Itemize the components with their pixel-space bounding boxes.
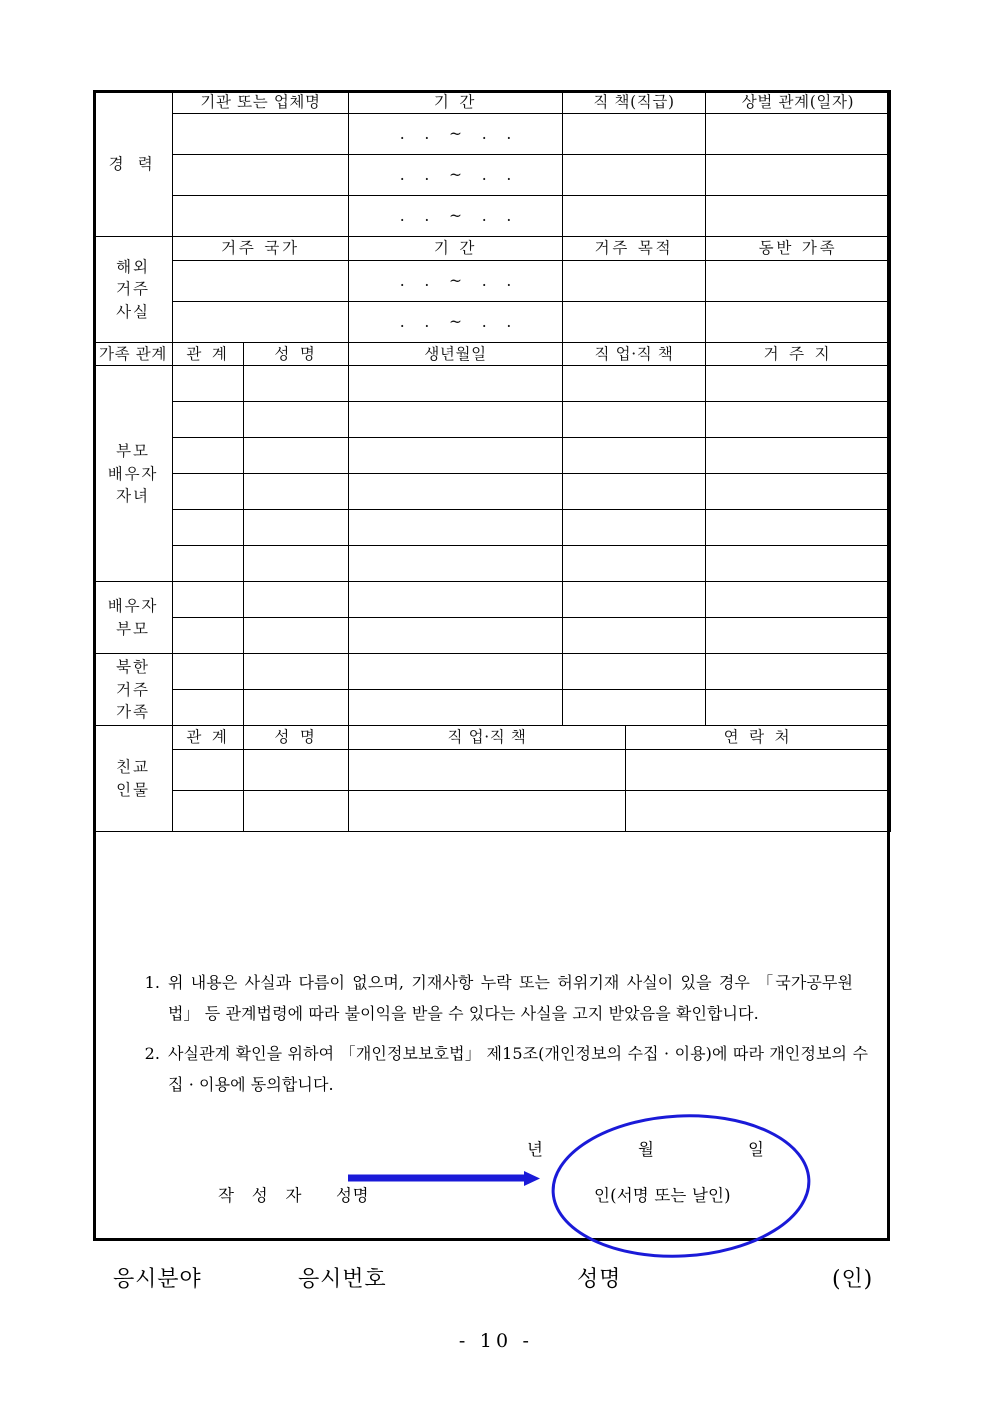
family-birthdate-cell[interactable] bbox=[349, 438, 563, 474]
acquaintance-contact-cell[interactable] bbox=[626, 749, 891, 790]
career-header-award: 상벌 관계(일자) bbox=[706, 91, 891, 114]
family-header-birthdate: 생년월일 bbox=[349, 342, 563, 365]
family-occupation-cell[interactable] bbox=[563, 582, 706, 618]
overseas-side-label: 해외 거주 사실 bbox=[94, 237, 173, 342]
family-group-label-0: 부모 배우자 자녀 bbox=[94, 366, 173, 582]
family-group-label-1: 배우자 부모 bbox=[94, 582, 173, 654]
family-relation-cell[interactable] bbox=[173, 402, 244, 438]
family-birthdate-cell[interactable] bbox=[349, 582, 563, 618]
career-header-org: 기관 또는 업체명 bbox=[173, 91, 349, 114]
family-occupation-cell[interactable] bbox=[563, 654, 706, 690]
family-birthdate-cell[interactable] bbox=[349, 366, 563, 402]
family-row bbox=[94, 402, 891, 438]
declaration-item-1-text: 위 내용은 사실과 다름이 없으며, 기재사항 누락 또는 허위기재 사실이 있을 경우 「국가공무원법」 등 관계법령에 따라 불이익을 받을 수 있다는 사실을 고지 받았음을 확인합니다. bbox=[168, 973, 853, 1024]
overseas-header-purpose: 거주 목적 bbox=[563, 237, 706, 260]
overseas-row bbox=[94, 301, 891, 342]
family-occupation-cell[interactable] bbox=[563, 366, 706, 402]
career-award-cell[interactable] bbox=[706, 155, 891, 196]
family-occupation-cell[interactable] bbox=[563, 438, 706, 474]
blue-ellipse-icon bbox=[548, 1112, 818, 1262]
family-residence-cell[interactable] bbox=[706, 402, 891, 438]
family-birthdate-cell[interactable] bbox=[349, 474, 563, 510]
footer-name-label: 성명 bbox=[577, 1267, 622, 1292]
acquaintance-row bbox=[94, 749, 891, 790]
family-residence-cell[interactable] bbox=[706, 438, 891, 474]
family-birthdate-cell[interactable] bbox=[349, 618, 563, 654]
overseas-header-country: 거주 국가 bbox=[173, 237, 349, 260]
signature-name-label: 성명 bbox=[336, 1186, 370, 1205]
family-group-label-2: 북한 거주 가족 bbox=[94, 654, 173, 726]
family-row bbox=[94, 690, 891, 726]
footer-seal-label: (인) bbox=[832, 1267, 874, 1292]
family-birthdate-cell[interactable] bbox=[349, 690, 563, 726]
family-header-relation: 관 계 bbox=[173, 342, 244, 365]
declaration-item-2 bbox=[138, 1038, 868, 1100]
family-birthdate-cell[interactable] bbox=[349, 546, 563, 582]
career-period-cell[interactable]: . . ~ . . bbox=[349, 196, 563, 237]
family-occupation-cell[interactable] bbox=[563, 510, 706, 546]
career-org-cell[interactable] bbox=[173, 114, 349, 155]
family-relation-cell[interactable] bbox=[173, 510, 244, 546]
acquaintance-occupation-cell[interactable] bbox=[349, 790, 626, 831]
family-relation-cell[interactable] bbox=[173, 690, 244, 726]
family-row bbox=[94, 546, 891, 582]
acquaintance-header-contact: 연 락 처 bbox=[626, 726, 891, 749]
career-row bbox=[94, 196, 891, 237]
career-side-label: 경 력 bbox=[94, 91, 173, 237]
family-row bbox=[94, 366, 891, 402]
family-name-cell[interactable] bbox=[244, 690, 349, 726]
family-residence-cell[interactable] bbox=[706, 474, 891, 510]
overseas-purpose-cell[interactable] bbox=[563, 260, 706, 301]
career-award-cell[interactable] bbox=[706, 114, 891, 155]
family-relation-cell[interactable] bbox=[173, 366, 244, 402]
overseas-purpose-cell[interactable] bbox=[563, 301, 706, 342]
family-residence-cell[interactable] bbox=[706, 618, 891, 654]
career-header-period: 기 간 bbox=[349, 91, 563, 114]
acquaintance-contact-cell[interactable] bbox=[626, 790, 891, 831]
overseas-header-family: 동반 가족 bbox=[706, 237, 891, 260]
overseas-header-row bbox=[94, 237, 891, 260]
family-occupation-cell[interactable] bbox=[563, 690, 706, 726]
signature-seal-label: 인(서명 또는 날인) bbox=[594, 1186, 731, 1205]
footer-exam-number-label: 응시번호 bbox=[298, 1267, 387, 1292]
acquaintance-side-label: 친교 인물 bbox=[94, 726, 173, 831]
family-name-cell[interactable] bbox=[244, 654, 349, 690]
family-row bbox=[94, 438, 891, 474]
family-name-cell[interactable] bbox=[244, 582, 349, 618]
family-relation-cell[interactable] bbox=[173, 474, 244, 510]
career-org-cell[interactable] bbox=[173, 155, 349, 196]
family-residence-cell[interactable] bbox=[706, 690, 891, 726]
overseas-header-period: 기 간 bbox=[349, 237, 563, 260]
acquaintance-name-cell[interactable] bbox=[244, 790, 349, 831]
overseas-period-cell[interactable]: . . ~ . . bbox=[349, 301, 563, 342]
family-row bbox=[94, 582, 891, 618]
blue-arrow-icon bbox=[348, 1170, 540, 1188]
family-relation-cell[interactable] bbox=[173, 546, 244, 582]
career-row bbox=[94, 155, 891, 196]
acquaintance-header-relation: 관 계 bbox=[173, 726, 244, 749]
overseas-country-cell[interactable] bbox=[173, 260, 349, 301]
family-header-row bbox=[94, 342, 891, 365]
family-birthdate-cell[interactable] bbox=[349, 654, 563, 690]
career-org-cell[interactable] bbox=[173, 196, 349, 237]
career-header-row bbox=[94, 91, 891, 114]
career-position-cell[interactable] bbox=[563, 155, 706, 196]
signature-month-label: 월 bbox=[638, 1140, 654, 1159]
acquaintance-relation-cell[interactable] bbox=[173, 790, 244, 831]
family-relation-cell[interactable] bbox=[173, 618, 244, 654]
family-residence-cell[interactable] bbox=[706, 582, 891, 618]
career-row bbox=[94, 114, 891, 155]
career-period-cell[interactable]: . . ~ . . bbox=[349, 114, 563, 155]
declaration-item-2-text: 사실관계 확인을 위하여 「개인정보보호법」 제15조(개인정보의 수집 · 이용)에 따라 개인정보의 수집 · 이용에 동의합니다. bbox=[168, 1044, 868, 1095]
family-row bbox=[94, 510, 891, 546]
family-name-cell[interactable] bbox=[244, 510, 349, 546]
family-residence-cell[interactable] bbox=[706, 510, 891, 546]
family-row bbox=[94, 618, 891, 654]
family-birthdate-cell[interactable] bbox=[349, 402, 563, 438]
acquaintance-header-occupation: 직 업·직 책 bbox=[349, 726, 626, 749]
acquaintance-row bbox=[94, 790, 891, 831]
overseas-family-cell[interactable] bbox=[706, 301, 891, 342]
family-header-name: 성 명 bbox=[244, 342, 349, 365]
signature-year-label: 년 bbox=[527, 1140, 543, 1159]
family-row bbox=[94, 474, 891, 510]
family-occupation-cell[interactable] bbox=[563, 546, 706, 582]
family-name-cell[interactable] bbox=[244, 546, 349, 582]
footer-exam-field-label: 응시분야 bbox=[113, 1267, 202, 1292]
declaration-item-2-number: 2. bbox=[144, 1044, 160, 1063]
family-occupation-cell[interactable] bbox=[563, 618, 706, 654]
family-header-residence: 거 주 지 bbox=[706, 342, 891, 365]
signature-day-label: 일 bbox=[748, 1140, 764, 1159]
family-relation-cell[interactable] bbox=[173, 582, 244, 618]
family-corner-label: 가족 관계 bbox=[94, 342, 173, 365]
family-name-cell[interactable] bbox=[244, 366, 349, 402]
family-header-occupation: 직 업·직 책 bbox=[563, 342, 706, 365]
career-award-cell[interactable] bbox=[706, 196, 891, 237]
family-name-cell[interactable] bbox=[244, 402, 349, 438]
declaration-item-1 bbox=[138, 967, 853, 1029]
acquaintance-name-cell[interactable] bbox=[244, 749, 349, 790]
family-relation-cell[interactable] bbox=[173, 654, 244, 690]
overseas-country-cell[interactable] bbox=[173, 301, 349, 342]
career-period-cell[interactable]: . . ~ . . bbox=[349, 155, 563, 196]
acquaintance-relation-cell[interactable] bbox=[173, 749, 244, 790]
family-name-cell[interactable] bbox=[244, 618, 349, 654]
overseas-family-cell[interactable] bbox=[706, 260, 891, 301]
overseas-period-cell[interactable]: . . ~ . . bbox=[349, 260, 563, 301]
family-occupation-cell[interactable] bbox=[563, 474, 706, 510]
career-header-position: 직 책(직급) bbox=[563, 91, 706, 114]
family-name-cell[interactable] bbox=[244, 438, 349, 474]
career-position-cell[interactable] bbox=[563, 196, 706, 237]
page-number: - 10 - bbox=[458, 1330, 534, 1352]
declaration-item-1-number: 1. bbox=[144, 973, 160, 992]
family-residence-cell[interactable] bbox=[706, 546, 891, 582]
family-row bbox=[94, 654, 891, 690]
family-residence-cell[interactable] bbox=[706, 654, 891, 690]
family-birthdate-cell[interactable] bbox=[349, 510, 563, 546]
overseas-row bbox=[94, 260, 891, 301]
footer-row bbox=[93, 1262, 923, 1302]
family-occupation-cell[interactable] bbox=[563, 402, 706, 438]
family-relation-cell[interactable] bbox=[173, 438, 244, 474]
family-residence-cell[interactable] bbox=[706, 366, 891, 402]
acquaintance-header-row bbox=[94, 726, 891, 749]
acquaintance-occupation-cell[interactable] bbox=[349, 749, 626, 790]
signature-writer-label: 작 성 자 bbox=[218, 1186, 308, 1205]
acquaintance-header-name: 성 명 bbox=[244, 726, 349, 749]
family-name-cell[interactable] bbox=[244, 474, 349, 510]
career-position-cell[interactable] bbox=[563, 114, 706, 155]
